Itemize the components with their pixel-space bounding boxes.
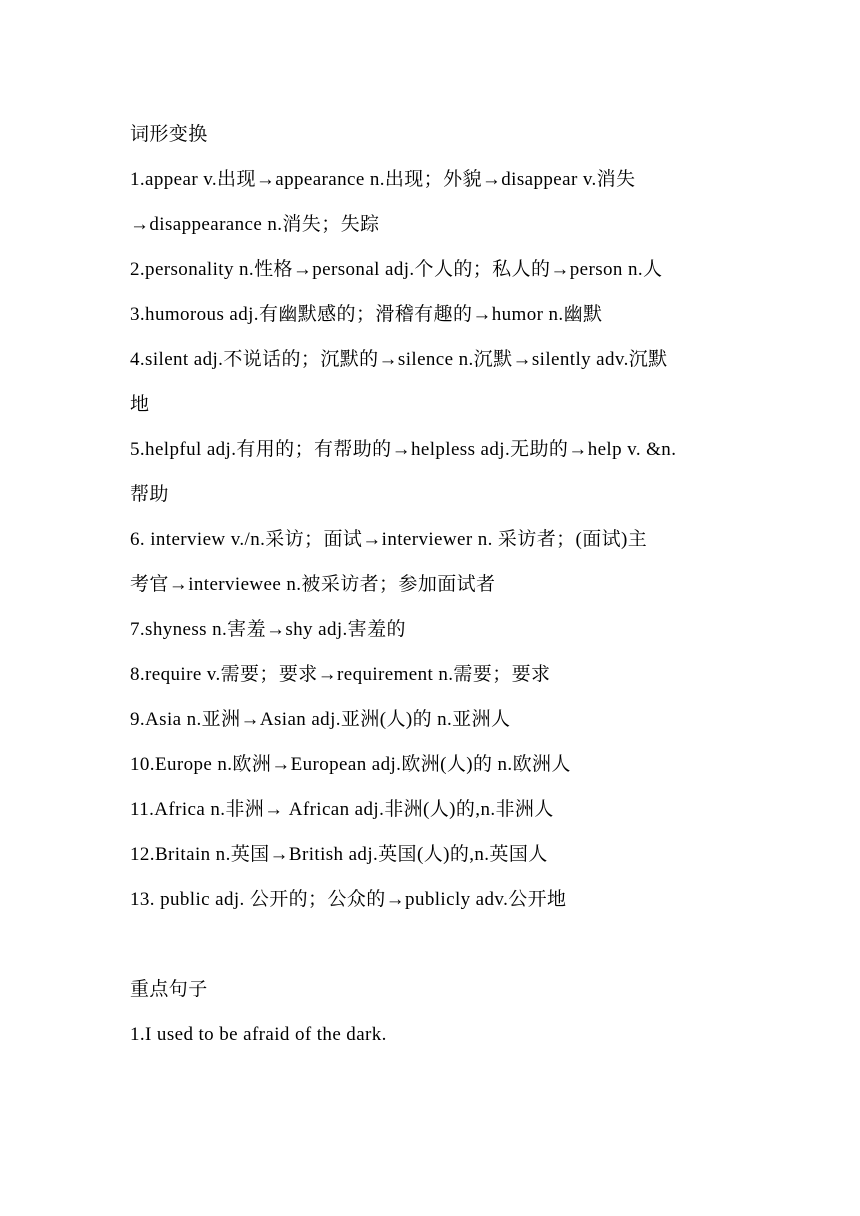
word-form-line-6: 6. interview v./n.采访；面试→interviewer n. 采访者；(面试)主 (130, 529, 648, 550)
word-form-line-9: 9.Asia n.亚洲→Asian adj.亚洲(人)的 n.亚洲人 (130, 709, 511, 730)
section-heading-key-sentences: 重点句子 (130, 979, 208, 1000)
word-form-line-12: 12.Britain n.英国→British adj.英国(人)的,n.英国人 (130, 844, 548, 865)
word-form-line-13: 13. public adj. 公开的；公众的→publicly adv.公开地 (130, 889, 567, 910)
section-heading-word-forms: 词形变换 (130, 124, 208, 145)
word-form-line-3: 3.humorous adj.有幽默感的；滑稽有趣的→humor n.幽默 (130, 304, 603, 325)
word-form-line-5: 5.helpful adj.有用的；有帮助的→helpless adj.无助的→help v. &n. (130, 439, 677, 460)
word-form-line-1-cont: →disappearance n.消失；失踪 (130, 214, 380, 235)
word-form-line-4: 4.silent adj.不说话的；沉默的→silence n.沉默→silently adv.沉默 (130, 349, 668, 370)
section-spacer (130, 922, 760, 967)
word-form-line-5-cont: 帮助 (130, 484, 169, 505)
word-form-line-8: 8.require v.需要；要求→requirement n.需要；要求 (130, 664, 551, 685)
word-form-line-11: 11.Africa n.非洲→ African adj.非洲(人)的,n.非洲人 (130, 799, 554, 820)
key-sentence-line-1: 1.I used to be afraid of the dark. (130, 1024, 387, 1045)
word-form-line-6-cont: 考官→interviewee n.被采访者；参加面试者 (130, 574, 496, 595)
word-form-line-1: 1.appear v.出现→appearance n.出现；外貌→disappear v.消失 (130, 169, 636, 190)
word-form-line-7: 7.shyness n.害羞→shy adj.害羞的 (130, 619, 406, 640)
word-form-line-4-cont: 地 (130, 394, 150, 415)
word-form-line-2: 2.personality n.性格→personal adj.个人的；私人的→person n.人 (130, 259, 663, 280)
word-form-line-10: 10.Europe n.欧洲→European adj.欧洲(人)的 n.欧洲人 (130, 754, 571, 775)
